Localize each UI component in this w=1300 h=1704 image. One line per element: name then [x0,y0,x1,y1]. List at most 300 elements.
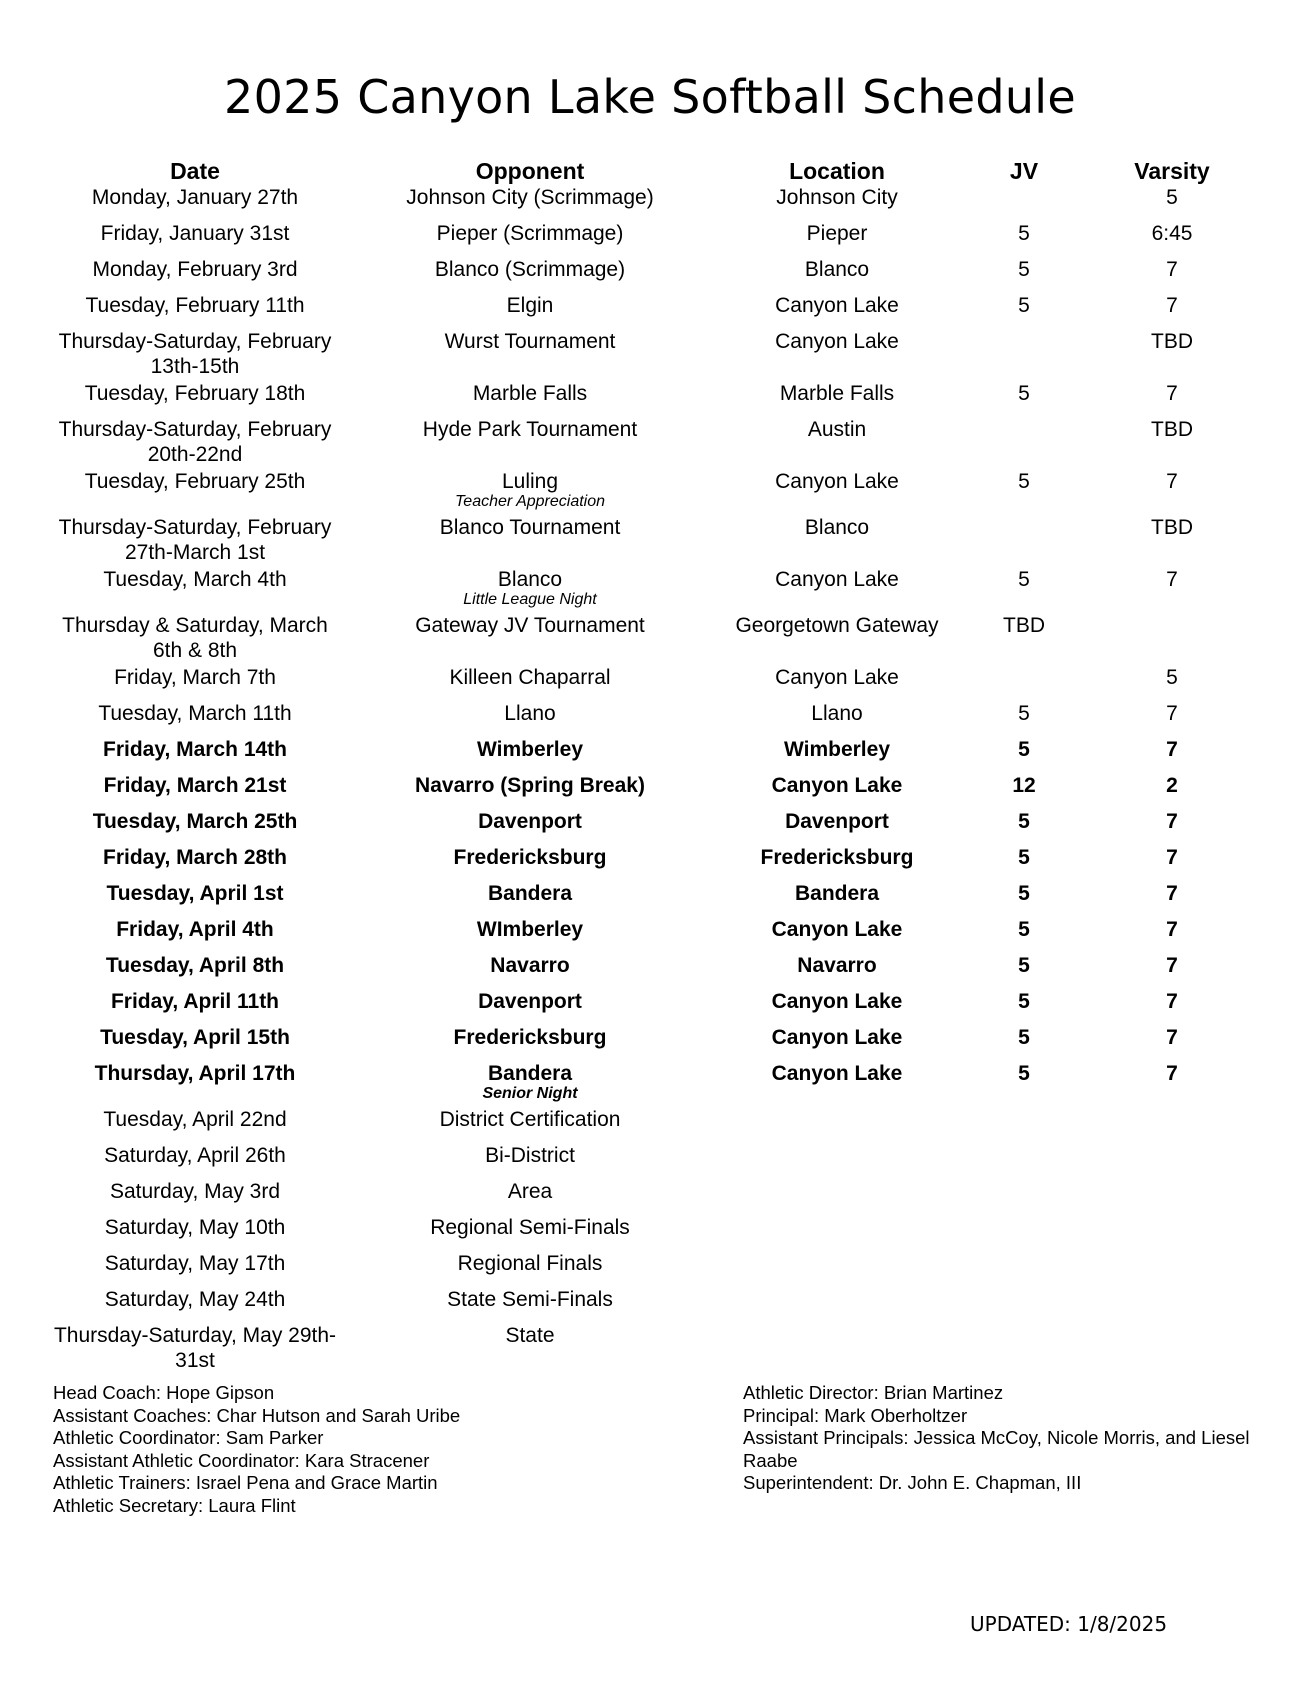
cell-varsity [1094,417,1250,469]
cell-jv [954,701,1094,737]
cell-jv [954,665,1094,701]
varsity-text: TBD [1151,418,1193,441]
cell-location [720,613,954,665]
cell-opponent [340,221,720,257]
date-text: Friday, March 7th [114,666,276,689]
cell-date [50,417,340,469]
cell-date [50,293,340,329]
updated-date: UPDATED: 1/8/2025 [970,1612,1168,1636]
cell-varsity [1094,989,1250,1025]
cell-varsity [1094,613,1250,665]
cell-date [50,381,340,417]
opponent-text: Bandera [487,882,573,905]
opponent-text: District Certification [439,1108,621,1131]
cell-location [720,773,954,809]
page-title: 2025 Canyon Lake Softball Schedule [224,70,1076,124]
table-row [50,417,1250,469]
cell-opponent [340,417,720,469]
jv-text: 5 [1018,738,1030,761]
opponent-text: Luling [501,470,559,493]
cell-date [50,773,340,809]
location-text: Georgetown Gateway [735,614,939,637]
table-row [50,1323,1250,1375]
jv-text: 5 [1018,846,1030,869]
opponent-text: Blanco [497,568,563,591]
cell-location [720,845,954,881]
cell-opponent [340,917,720,953]
opponent-text: Elgin [506,294,554,317]
cell-location [720,417,954,469]
cell-varsity [1094,293,1250,329]
location-text: Pieper [806,222,868,245]
table-row [50,469,1250,515]
jv-text: 5 [1018,470,1030,493]
jv-text: TBD [1003,614,1045,637]
date-text: Thursday-Saturday, February 20th-22nd [58,418,332,466]
event-note: Little League Night [463,591,597,608]
cell-date [50,1025,340,1061]
cell-jv [954,221,1094,257]
date-text: Thursday, April 17th [94,1062,296,1085]
table-row [50,257,1250,293]
opponent-text: Regional Finals [457,1252,603,1275]
location-text: Llano [811,702,863,725]
cell-jv [954,737,1094,773]
jv-text: 5 [1018,810,1030,833]
jv-text: 5 [1018,990,1030,1013]
table-row [50,1025,1250,1061]
date-text: Tuesday, April 8th [105,954,285,977]
date-text: Friday, April 4th [116,918,274,941]
cell-opponent [340,1251,720,1287]
cell-opponent [340,881,720,917]
cell-location [720,953,954,989]
jv-text: 5 [1018,1026,1030,1049]
opponent-text: Navarro [490,954,570,977]
cell-location [720,809,954,845]
staff-list-right [743,1382,1253,1495]
cell-date [50,613,340,665]
jv-text: 5 [1018,568,1030,591]
opponent-text: WImberley [476,918,584,941]
varsity-text: TBD [1151,330,1193,353]
cell-opponent [340,381,720,417]
cell-varsity [1094,185,1250,221]
date-text: Friday, January 31st [100,222,290,245]
location-text: Austin [807,418,867,441]
varsity-text: 6:45 [1151,222,1193,245]
cell-jv [954,381,1094,417]
location-text: Blanco [804,258,870,281]
cell-varsity [1094,809,1250,845]
opponent-text: Fredericksburg [453,1026,607,1049]
cell-opponent [340,567,720,613]
staff-line: Head Coach: Hope Gipson [53,1382,275,1403]
date-text: Tuesday, April 22nd [103,1108,287,1131]
jv-text: 5 [1018,918,1030,941]
cell-opponent [340,1179,720,1215]
table-row [50,1215,1250,1251]
cell-opponent [340,257,720,293]
cell-opponent [340,1215,720,1251]
location-text: Bandera [794,882,880,905]
cell-location [720,1251,954,1287]
cell-opponent [340,953,720,989]
varsity-text: 7 [1166,990,1178,1013]
staff-line: Superintendent: Dr. John E. Chapman, III [743,1472,1082,1493]
date-text: Friday, April 11th [110,990,280,1013]
staff-line: Assistant Principals: Jessica McCoy, Nicole Morris, and Liesel Raabe [743,1427,1250,1471]
opponent-text: Hyde Park Tournament [422,418,638,441]
cell-location [720,665,954,701]
jv-text: 5 [1018,1062,1030,1085]
cell-varsity [1094,953,1250,989]
cell-date [50,1287,340,1323]
jv-text: 5 [1018,882,1030,905]
cell-opponent [340,515,720,567]
varsity-text: 7 [1166,918,1178,941]
opponent-text: Navarro (Spring Break) [415,774,645,797]
varsity-text: 7 [1166,470,1178,493]
date-text: Friday, March 14th [103,738,287,761]
cell-varsity [1094,257,1250,293]
cell-location [720,701,954,737]
cell-jv [954,881,1094,917]
cell-location [720,381,954,417]
cell-location [720,185,954,221]
cell-opponent [340,1061,720,1107]
varsity-text: 7 [1166,882,1178,905]
cell-opponent [340,1143,720,1179]
location-text: Navarro [797,954,877,977]
cell-varsity [1094,845,1250,881]
cell-jv [954,1323,1094,1375]
date-text: Tuesday, April 1st [106,882,284,905]
cell-opponent [340,845,720,881]
header-row [50,157,1250,185]
opponent-text: Regional Semi-Finals [430,1216,630,1239]
cell-varsity [1094,1061,1250,1107]
table-row [50,701,1250,737]
cell-varsity [1094,515,1250,567]
cell-date [50,329,340,381]
table-row [50,1251,1250,1287]
cell-location [720,469,954,515]
date-text: Tuesday, March 4th [103,568,287,591]
cell-location [720,221,954,257]
cell-jv [954,1287,1094,1323]
cell-jv [954,417,1094,469]
event-note: Teacher Appreciation [454,493,606,510]
cell-jv [954,329,1094,381]
cell-varsity [1094,665,1250,701]
date-text: Saturday, April 26th [104,1144,286,1167]
cell-location [720,1287,954,1323]
location-text: Canyon Lake [775,330,899,353]
varsity-text: TBD [1151,516,1193,539]
location-text: Johnson City [776,186,898,209]
cell-location [720,1107,954,1143]
table-row [50,613,1250,665]
cell-date [50,953,340,989]
date-text: Saturday, May 17th [104,1252,286,1275]
varsity-text: 5 [1166,186,1178,209]
cell-varsity [1094,381,1250,417]
table-row [50,1061,1250,1107]
cell-varsity [1094,1251,1250,1287]
opponent-text: Blanco (Scrimmage) [434,258,626,281]
cell-opponent [340,613,720,665]
cell-jv [954,1179,1094,1215]
cell-jv [954,1215,1094,1251]
varsity-text: 5 [1166,666,1178,689]
opponent-text: Pieper (Scrimmage) [436,222,624,245]
cell-varsity [1094,881,1250,917]
event-note: Senior Night [482,1085,578,1102]
schedule-table [50,157,1250,1375]
location-text: Canyon Lake [775,666,899,689]
cell-opponent [340,737,720,773]
opponent-text: Area [507,1180,553,1203]
date-text: Tuesday, February 25th [84,470,306,493]
cell-location [720,257,954,293]
cell-date [50,1143,340,1179]
cell-location [720,1025,954,1061]
location-text: Canyon Lake [771,918,903,941]
cell-jv [954,989,1094,1025]
location-text: Fredericksburg [760,846,914,869]
header-varsity: Varsity [1134,158,1210,184]
date-text: Monday, February 3rd [92,258,298,281]
varsity-text: 7 [1166,258,1178,281]
cell-jv [954,1143,1094,1179]
varsity-text: 2 [1166,774,1178,797]
cell-jv [954,469,1094,515]
date-text: Tuesday, March 11th [98,702,292,725]
cell-date [50,469,340,515]
table-row [50,665,1250,701]
cell-date [50,567,340,613]
cell-location [720,1323,954,1375]
staff-list-left [53,1382,673,1517]
opponent-text: Bi-District [485,1144,575,1167]
cell-date [50,665,340,701]
location-text: Canyon Lake [775,294,899,317]
cell-varsity [1094,1179,1250,1215]
header-date: Date [170,158,220,184]
date-text: Tuesday, March 25th [92,810,298,833]
cell-opponent [340,701,720,737]
cell-opponent [340,1025,720,1061]
cell-varsity [1094,701,1250,737]
jv-text: 5 [1018,954,1030,977]
cell-opponent [340,665,720,701]
cell-opponent [340,329,720,381]
cell-location [720,567,954,613]
table-row [50,917,1250,953]
date-text: Saturday, May 3rd [109,1180,281,1203]
cell-varsity [1094,917,1250,953]
cell-date [50,845,340,881]
cell-jv [954,917,1094,953]
varsity-text: 7 [1166,810,1178,833]
opponent-text: Davenport [478,810,582,833]
cell-opponent [340,293,720,329]
cell-varsity [1094,1215,1250,1251]
jv-text: 5 [1018,294,1030,317]
varsity-text: 7 [1166,738,1178,761]
varsity-text: 7 [1166,702,1178,725]
cell-varsity [1094,1107,1250,1143]
cell-varsity [1094,1287,1250,1323]
cell-jv [954,257,1094,293]
cell-date [50,989,340,1025]
cell-varsity [1094,773,1250,809]
opponent-text: State [505,1324,555,1347]
location-text: Wimberley [783,738,890,761]
cell-jv [954,613,1094,665]
varsity-text: 7 [1166,1026,1178,1049]
header-jv: JV [1009,158,1039,184]
opponent-text: Blanco Tournament [439,516,621,539]
header-opponent: Opponent [475,158,585,184]
table-row [50,185,1250,221]
date-text: Saturday, May 10th [104,1216,286,1239]
location-text: Canyon Lake [771,1062,903,1085]
cell-date [50,917,340,953]
staff-line: Athletic Secretary: Laura Flint [53,1494,296,1516]
cell-varsity [1094,1025,1250,1061]
cell-location [720,1061,954,1107]
date-text: Thursday-Saturday, February 27th-March 1st [58,516,332,564]
table-row [50,221,1250,257]
cell-date [50,737,340,773]
staff-line: Assistant Coaches: Char Hutson and Sarah Uribe [53,1404,461,1426]
cell-date [50,809,340,845]
location-text: Davenport [785,810,889,833]
location-text: Canyon Lake [775,470,899,493]
opponent-text: Llano [504,702,556,725]
date-text: Thursday-Saturday, February 13th-15th [58,330,332,378]
staff-line: Athletic Director: Brian Martinez [743,1382,1004,1403]
varsity-text: 7 [1166,294,1178,317]
date-text: Friday, March 21st [103,774,287,797]
cell-opponent [340,809,720,845]
varsity-text: 7 [1166,954,1178,977]
cell-jv [954,773,1094,809]
table-row [50,293,1250,329]
cell-opponent [340,1287,720,1323]
cell-location [720,1143,954,1179]
cell-location [720,1179,954,1215]
opponent-text: Wurst Tournament [444,330,616,353]
cell-date [50,515,340,567]
opponent-text: Killeen Chaparral [449,666,611,689]
date-text: Monday, January 27th [91,186,299,209]
cell-location [720,515,954,567]
cell-varsity [1094,1323,1250,1375]
cell-date [50,1323,340,1375]
table-row [50,1107,1250,1143]
cell-jv [954,845,1094,881]
date-text: Friday, March 28th [103,846,287,869]
jv-text: 5 [1018,702,1030,725]
cell-date [50,1179,340,1215]
location-text: Canyon Lake [771,1026,903,1049]
opponent-text: Fredericksburg [453,846,607,869]
date-text: Tuesday, April 15th [100,1026,290,1049]
varsity-text: 7 [1166,1062,1178,1085]
jv-text: 12 [1012,774,1036,797]
varsity-text: 7 [1166,846,1178,869]
opponent-text: Bandera [487,1062,573,1085]
table-row [50,329,1250,381]
table-row [50,1179,1250,1215]
date-text: Thursday-Saturday, May 29th-31st [53,1324,337,1372]
table-row [50,1287,1250,1323]
table-row [50,989,1250,1025]
date-text: Tuesday, February 18th [84,382,306,405]
cell-location [720,293,954,329]
location-text: Canyon Lake [771,774,903,797]
table-row [50,881,1250,917]
date-text: Tuesday, February 11th [85,294,305,317]
cell-location [720,989,954,1025]
table-row [50,381,1250,417]
cell-location [720,881,954,917]
cell-jv [954,1061,1094,1107]
varsity-text: 7 [1166,382,1178,405]
table-row [50,567,1250,613]
cell-opponent [340,1107,720,1143]
location-text: Canyon Lake [771,990,903,1013]
cell-varsity [1094,329,1250,381]
staff-line: Principal: Mark Oberholtzer [743,1404,968,1426]
table-row [50,809,1250,845]
opponent-text: State Semi-Finals [447,1288,613,1311]
location-text: Canyon Lake [775,568,899,591]
cell-jv [954,515,1094,567]
opponent-text: Davenport [478,990,582,1013]
cell-date [50,221,340,257]
cell-date [50,1251,340,1287]
cell-date [50,257,340,293]
table-row [50,515,1250,567]
cell-varsity [1094,221,1250,257]
cell-jv [954,567,1094,613]
location-text: Marble Falls [779,382,895,405]
cell-jv [954,1107,1094,1143]
table-row [50,737,1250,773]
opponent-text: Gateway JV Tournament [415,614,645,637]
cell-jv [954,1025,1094,1061]
cell-opponent [340,989,720,1025]
cell-date [50,1061,340,1107]
table-row [50,845,1250,881]
cell-jv [954,1251,1094,1287]
cell-jv [954,953,1094,989]
jv-text: 5 [1018,258,1030,281]
cell-date [50,1215,340,1251]
table-row [50,773,1250,809]
opponent-text: Wimberley [476,738,583,761]
cell-opponent [340,185,720,221]
cell-date [50,701,340,737]
cell-location [720,329,954,381]
cell-opponent [340,773,720,809]
cell-date [50,185,340,221]
cell-location [720,737,954,773]
